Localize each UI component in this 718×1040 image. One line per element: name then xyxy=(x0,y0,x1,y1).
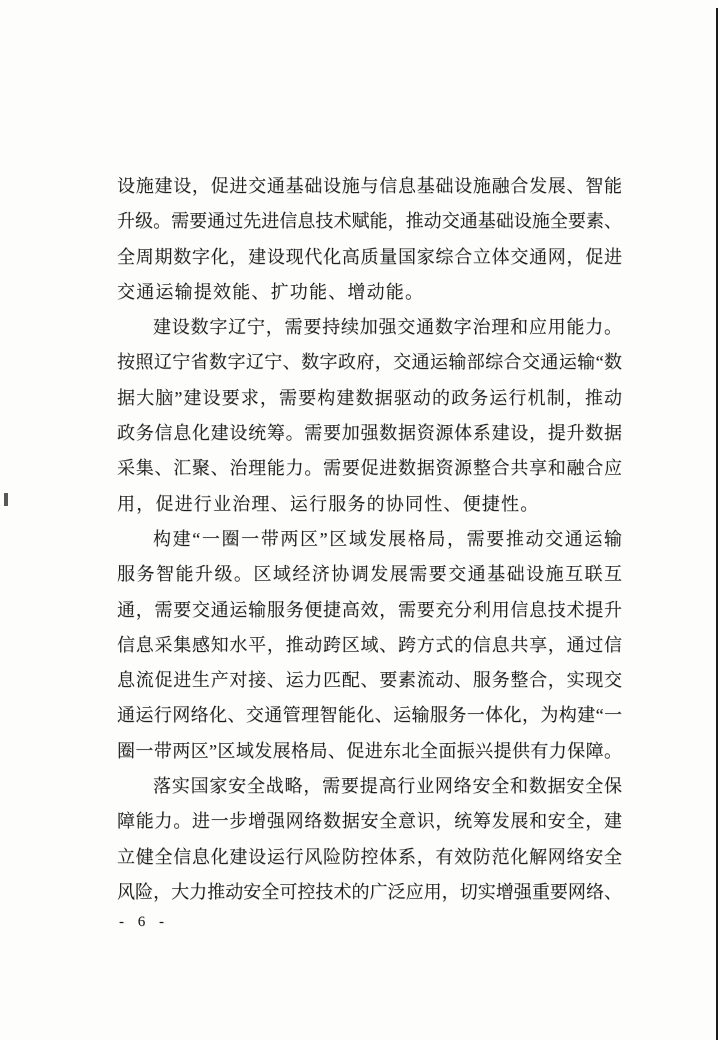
text-line: 升级。需要通过先进信息技术赋能，推动交通基础设施全要素、 xyxy=(117,211,622,232)
text-line: 落实国家安全战略，需要提高行业网络安全和数据安全保 xyxy=(153,776,622,797)
text-line: 采集、汇聚、治理能力。需要促进数据资源整合共享和融合应 xyxy=(117,458,622,479)
text-line: 通，需要交通运输服务便捷高效，需要充分利用信息技术提升 xyxy=(117,599,622,620)
text-line: 按照辽宁省数字辽宁、数字政府，交通运输部综合交通运输“数 xyxy=(117,352,622,373)
scan-speck-left-artifact xyxy=(4,493,8,506)
text-line: 据大脑”建设要求，需要构建数据驱动的政务运行机制，推动 xyxy=(117,387,622,408)
text-line: 通运行网络化、交通管理智能化、运输服务一体化，为构建“一 xyxy=(117,705,622,726)
text-line: 政务信息化建设统筹。需要加强数据资源体系建设，提升数据 xyxy=(117,423,622,444)
text-line: 服务智能升级。区域经济协调发展需要交通基础设施互联互 xyxy=(117,564,622,585)
text-line: 全周期数字化，建设现代化高质量国家综合立体交通网，促进 xyxy=(117,246,622,267)
text-line: 息流促进生产对接、运力匹配、要素流动、服务整合，实现交 xyxy=(117,670,622,691)
text-line: 信息采集感知水平，推动跨区域、跨方式的信息共享，通过信 xyxy=(117,634,622,655)
document-body-text xyxy=(117,169,622,910)
text-line: 风险，大力推动安全可控技术的广泛应用，切实增强重要网络、 xyxy=(117,881,622,902)
text-line: 设施建设，促进交通基础设施与信息基础设施融合发展、智能 xyxy=(117,176,622,196)
text-line: 圈一带两区”区域发展格局、促进东北全面振兴提供有力保障。 xyxy=(117,740,622,761)
text-line: 用，促进行业治理、运行服务的协同性、便捷性。 xyxy=(117,493,540,514)
text-line: 障能力。进一步增强网络数据安全意识，统筹发展和安全，建 xyxy=(117,811,622,832)
text-line: 交通运输提效能、扩功能、增动能。 xyxy=(117,281,425,302)
text-line: 构建“一圈一带两区”区域发展格局，需要推动交通运输 xyxy=(153,528,622,549)
text-line: 建设数字辽宁，需要持续加强交通数字治理和应用能力。 xyxy=(153,317,622,338)
page-number: - 6 - xyxy=(119,914,169,930)
text-line: 立健全信息化建设运行风险防控体系，有效防范化解网络安全 xyxy=(117,846,622,867)
